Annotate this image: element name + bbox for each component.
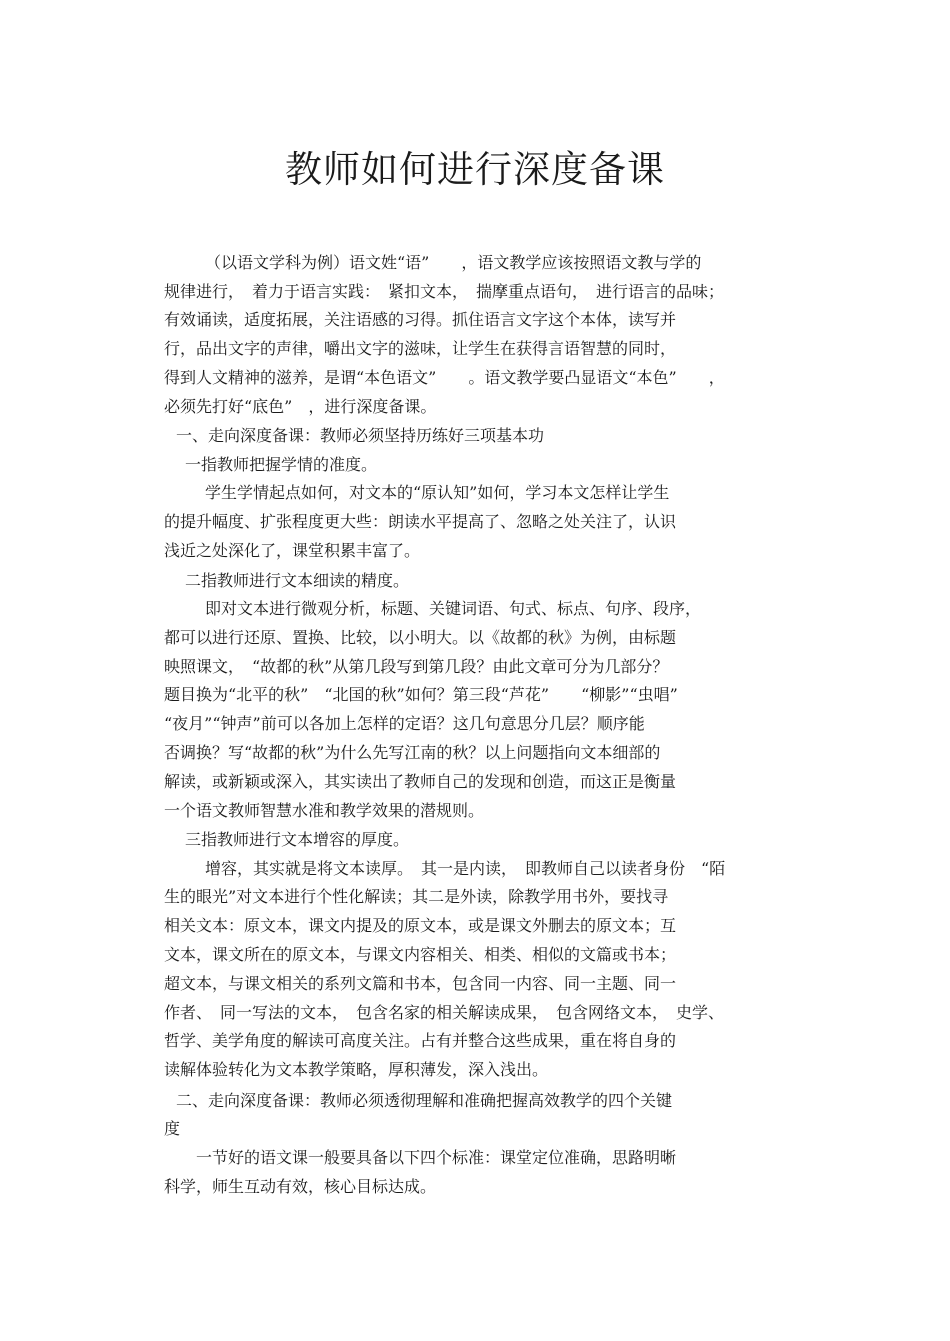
paragraph-line: 学生学情起点如何，对文本的“原认知”如何，学习本文怎样让学生: [205, 483, 670, 502]
subsection-heading: 一指教师把握学情的准度。: [185, 455, 378, 474]
paragraph-line: 规律进行， 着力于语言实践： 紧扣文本， 揣摩重点语句， 进行语言的品味；: [164, 282, 725, 301]
paragraph-line: 相关文本：原文本，课文内提及的原文本，或是课文外删去的原文本；互: [164, 916, 677, 935]
subsection-heading: 二指教师进行文本细读的精度。: [185, 571, 410, 590]
section-heading: 二、走向深度备课：教师必须透彻理解和准确把握高效教学的四个关键: [176, 1091, 673, 1110]
paragraph-line: 有效诵读，适度拓展，关注语感的习得。抓住语言文字这个本体，读写并: [164, 310, 677, 329]
paragraph-line: 浅近之处深化了，课堂积累丰富了。: [164, 541, 421, 560]
paragraph-line: 行，品出文字的声律，嚼出文字的滋味，让学生在获得言语智慧的同时，: [164, 339, 677, 358]
subsection-heading: 三指教师进行文本增容的厚度。: [185, 830, 410, 849]
paragraph-line: 读解体验转化为文本教学策略，厚积薄发，深入浅出。: [164, 1060, 549, 1079]
paragraph-line: 科学，师生互动有效，核心目标达成。: [164, 1177, 437, 1196]
paragraph-line: 哲学、美学角度的解读可高度关注。占有并整合这些成果，重在将自身的: [164, 1031, 677, 1050]
paragraph-line: 映照课文， “故都的秋”从第几段写到第几段？由此文章可分为几部分？: [164, 657, 669, 676]
paragraph-line: 超文本，与课文相关的系列文篇和书本，包含同一内容、同一主题、同一: [164, 974, 677, 993]
section-heading: 一、走向深度备课：教师必须坚持历练好三项基本功: [176, 426, 545, 445]
paragraph-line: 必须先打好“底色” ，进行深度备课。: [164, 397, 437, 416]
paragraph-line: 都可以进行还原、置换、比较，以小明大。以《故都的秋》为例，由标题: [164, 628, 677, 647]
paragraph-line: 得到人文精神的滋养，是谓“本色语文” 。语文教学要凸显语文“本色” ，: [164, 368, 725, 387]
paragraph-line: “夜月”“钟声”前可以各加上怎样的定语？这几句意思分几层？顺序能: [164, 714, 645, 733]
paragraph-line: 的提升幅度、扩张程度更大些：朗读水平提高了、忽略之处关注了，认识: [164, 512, 677, 531]
paragraph-line: （以语文学科为例）语文姓“语” ，语文教学应该按照语文教与学的: [205, 253, 702, 272]
paragraph-line: 一个语文教师智慧水准和教学效果的潜规则。: [164, 801, 485, 820]
paragraph-line: 题目换为“北平的秋” “北国的秋”如何？第三段“芦花” “柳影”“虫唱”: [164, 685, 678, 704]
paragraph-line: 文本，课文所在的原文本，与课文内容相关、相类、相似的文篇或书本；: [164, 945, 677, 964]
paragraph-line: 即对文本进行微观分析，标题、关键词语、句式、标点、句序、段序，: [205, 599, 702, 618]
paragraph-line: 一节好的语文课一般要具备以下四个标准：课堂定位准确，思路明晰: [196, 1148, 677, 1167]
paragraph-line: 作者、 同一写法的文本， 包含名家的相关解读成果， 包含网络文本， 史学、: [164, 1003, 725, 1022]
paragraph-line: 解读，或新颖或深入，其实读出了教师自己的发现和创造，而这正是衡量: [164, 772, 677, 791]
document-title: 教师如何进行深度备课: [285, 148, 665, 191]
paragraph-line: 增容，其实就是将文本读厚。 其一是内读， 即教师自己以读者身份 “陌: [205, 859, 726, 878]
paragraph-line: 生的眼光”对文本进行个性化解读；其二是外读，除教学用书外，要找寻: [164, 887, 669, 906]
paragraph-line: 否调换？写“故都的秋”为什么先写江南的秋？以上问题指向文本细部的: [164, 743, 661, 762]
section-heading-continuation: 度: [164, 1119, 181, 1138]
